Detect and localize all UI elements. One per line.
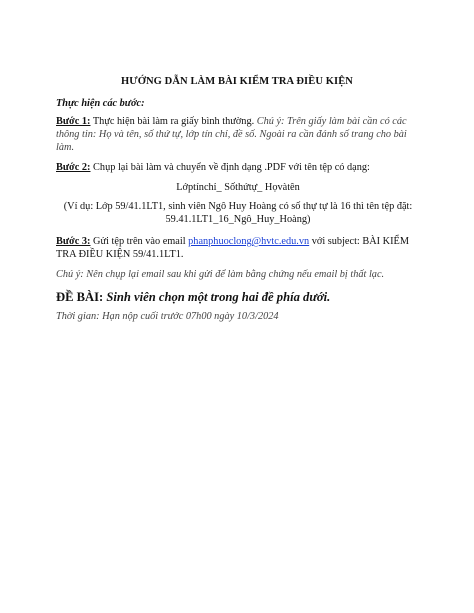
step2-example: (Ví dụ: Lớp 59/41.1LT1, sinh viên Ngô Huy Hoàng có số thự tự là 16 thì tên tệp đặt: 59.41.1LT1_16_Ngô_Huy_Hoàng) xyxy=(63,201,413,226)
step3-paragraph xyxy=(56,235,420,261)
intro-heading: Thực hiện các bước: xyxy=(56,98,145,109)
exam-heading xyxy=(56,289,436,305)
step3-label: Bước 3: xyxy=(56,236,91,247)
step2-label: Bước 2: xyxy=(56,162,91,173)
step1-label: Bước 1: xyxy=(56,116,91,127)
step3-text-after: với subject: BÀI KIỂM TRA ĐIỀU KIỆN 59/41.1LT1. xyxy=(56,236,409,261)
deadline-text: Thời gian: Hạn nộp cuối trước 07h00 ngày 10/3/2024 xyxy=(56,311,279,322)
step1-text: Thực hiện bài làm ra giấy bình thường. xyxy=(90,116,257,127)
step1-paragraph xyxy=(56,115,420,155)
step1-note: Chú ý: Trên giấy làm bài cần có các thông tin: Họ và tên, số thứ tự, lớp tín chỉ, đề số. Ngoài ra cần đánh số trang cho bài làm. xyxy=(56,116,407,154)
document-title: HƯỚNG DẪN LÀM BÀI KIỂM TRA ĐIỀU KIỆN xyxy=(121,76,353,87)
email-note: Chú ý: Nên chụp lại email sau khi gửi để làm bằng chứng nếu email bị thất lạc. xyxy=(56,269,385,280)
step3-text-before: Gửi tệp trên vào email xyxy=(90,236,189,247)
filename-pattern: Lớptínchỉ_ Sốthứtự_ Họvàtên xyxy=(176,182,300,193)
step2-text: Chụp lại bài làm và chuyển về định dạng .PDF với tên tệp có dạng: xyxy=(90,162,370,173)
step2-paragraph xyxy=(56,161,420,174)
email-link[interactable]: phanphuoclong@hvtc.edu.vn xyxy=(188,236,310,247)
exam-text: Sinh viên chọn một trong hai đề phía dưới. xyxy=(106,290,331,304)
exam-label: ĐỀ BÀI: xyxy=(56,290,107,304)
